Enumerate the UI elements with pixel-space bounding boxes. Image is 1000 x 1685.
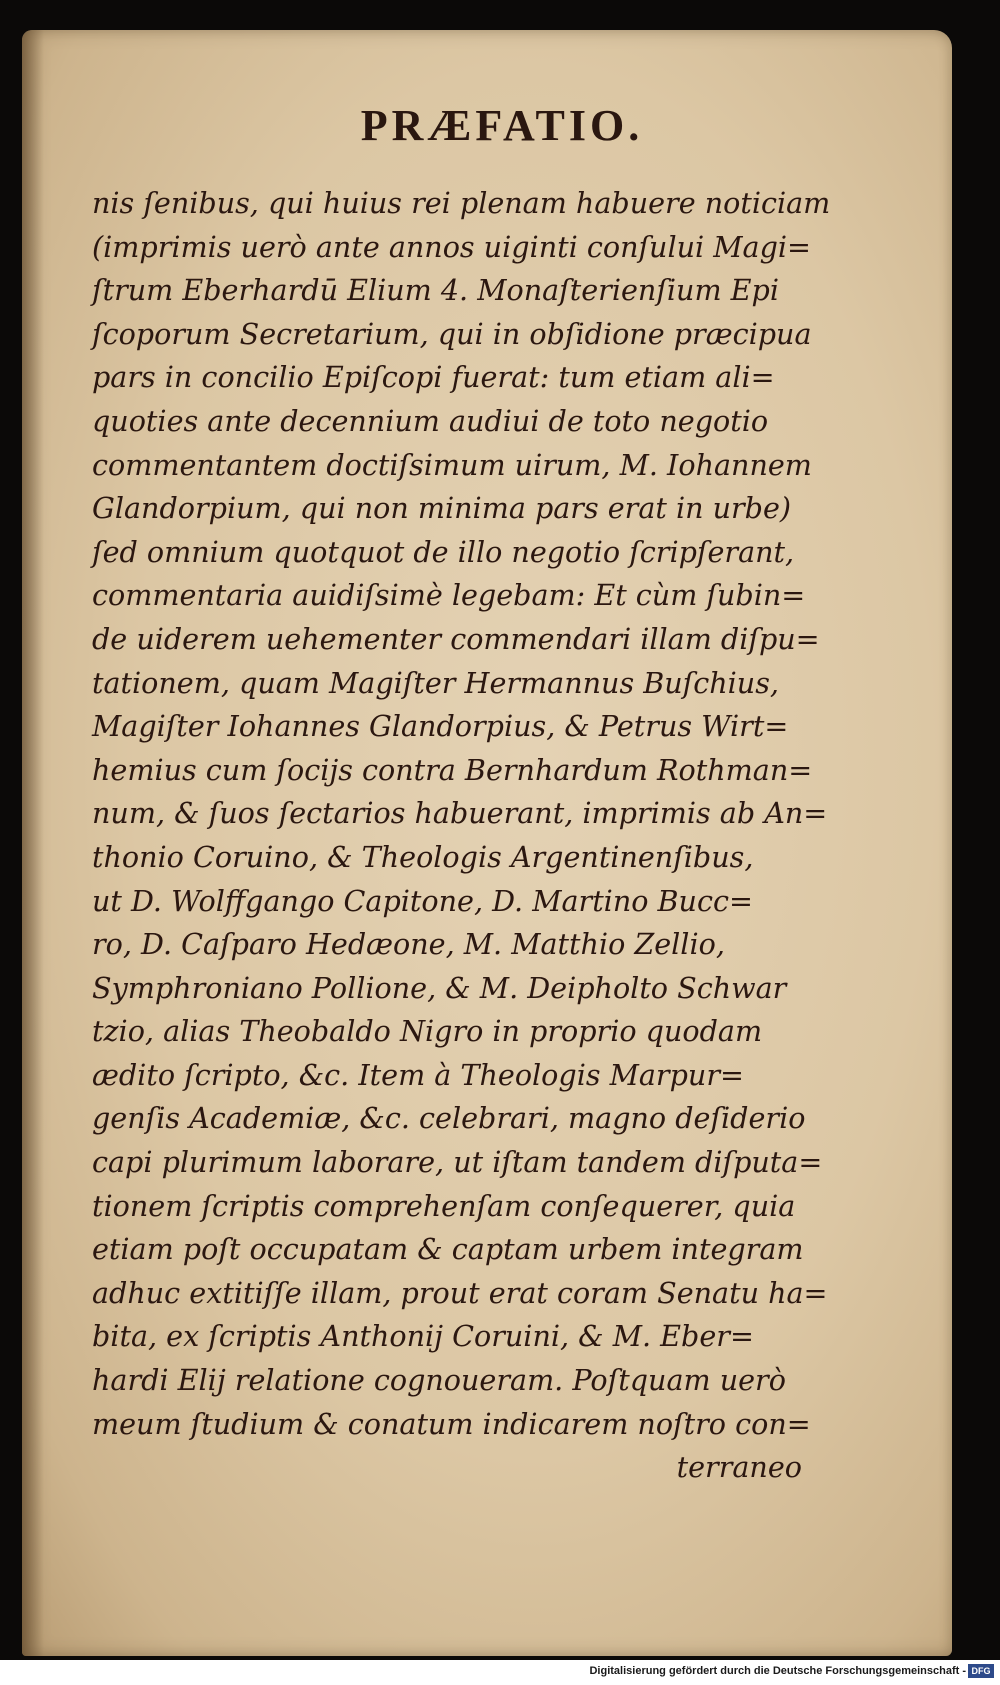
- text-line: genſis Academiæ, &c. celebrari, magno deſiderio: [92, 1101, 806, 1136]
- text-line: tionem ſcriptis comprehenſam conſequerer, quia: [92, 1188, 796, 1223]
- digitization-credit: Digitalisierung gefördert durch die Deutsche Forschungsgemeinschaft -: [589, 1665, 966, 1677]
- gutter-shadow: [22, 30, 44, 1656]
- book-page: [22, 30, 952, 1656]
- text-line: ſcoporum Secretarium, qui in obſidione præcipua: [92, 316, 812, 351]
- text-line: meum ſtudium & conatum indicarem noſtro con=: [92, 1406, 811, 1441]
- text-line: Symphroniano Pollione, & M. Deipholto Schwar: [92, 970, 787, 1005]
- text-line: ſed omnium quotquot de illo negotio ſcripſerant,: [92, 534, 795, 569]
- text-line: Glandorpium, qui non minima pars erat in urbe): [92, 491, 792, 526]
- text-line: hemius cum ſocijs contra Bernhardum Rothman=: [92, 752, 813, 787]
- text-line: num, & ſuos ſectarios habuerant, imprimis ab An=: [92, 796, 828, 831]
- text-line: nis ſenibus, qui huius rei plenam habuere noticiam: [92, 186, 831, 220]
- text-line: bita, ex ſcriptis Anthonij Coruini, & M. Eber=: [92, 1319, 754, 1354]
- page-body-text: [92, 182, 831, 1490]
- text-line: adhuc extitiſſe illam, prout erat coram Senatu ha=: [92, 1275, 828, 1310]
- footer-bar: [0, 1660, 1000, 1685]
- text-line: commentaria auidiſsimè legebam: Et cùm ſubin=: [92, 578, 806, 613]
- text-line: commentantem doctiſsimum uirum, M. Iohannem: [92, 447, 812, 482]
- text-line: ut D. Wolffgango Capitone, D. Martino Bucc=: [92, 883, 753, 918]
- text-line: (imprimis uerò ante annos uiginti conſului Magi=: [92, 229, 812, 264]
- text-line: ſtrum Eberhardū Elium 4. Monaſterienſium Epi: [92, 273, 779, 308]
- text-line: thonio Coruino, & Theologis Argentinenſibus,: [92, 839, 754, 874]
- text-line: quoties ante decennium audiui de toto negotio: [92, 403, 769, 438]
- text-line: pars in concilio Epiſcopi fuerat: tum etiam ali=: [92, 360, 775, 395]
- text-line: ro, D. Caſparo Hedæone, M. Matthio Zellio,: [92, 927, 725, 962]
- text-line: tzio, alias Theobaldo Nigro in proprio quodam: [92, 1014, 763, 1049]
- text-line: hardi Elij relatione cognoueram. Poſtquam uerò: [92, 1363, 786, 1398]
- text-line: de uiderem uehementer commendari illam diſpu=: [92, 621, 820, 656]
- text-line: capi plurimum laborare, ut iſtam tandem diſputa=: [92, 1145, 823, 1180]
- text-line: Magiſter Iohannes Glandorpius, & Petrus Wirt=: [92, 709, 789, 744]
- page-header: PRÆFATIO.: [360, 101, 644, 150]
- text-line: tationem, quam Magiſter Hermannus Buſchius,: [92, 665, 779, 700]
- text-line: ædito ſcripto, &c. Item à Theologis Marpur=: [92, 1057, 744, 1092]
- catchword: terraneo: [676, 1450, 802, 1485]
- dfg-logo-icon: DFG: [968, 1664, 994, 1678]
- text-line: etiam poſt occupatam & captam urbem integram: [92, 1232, 804, 1267]
